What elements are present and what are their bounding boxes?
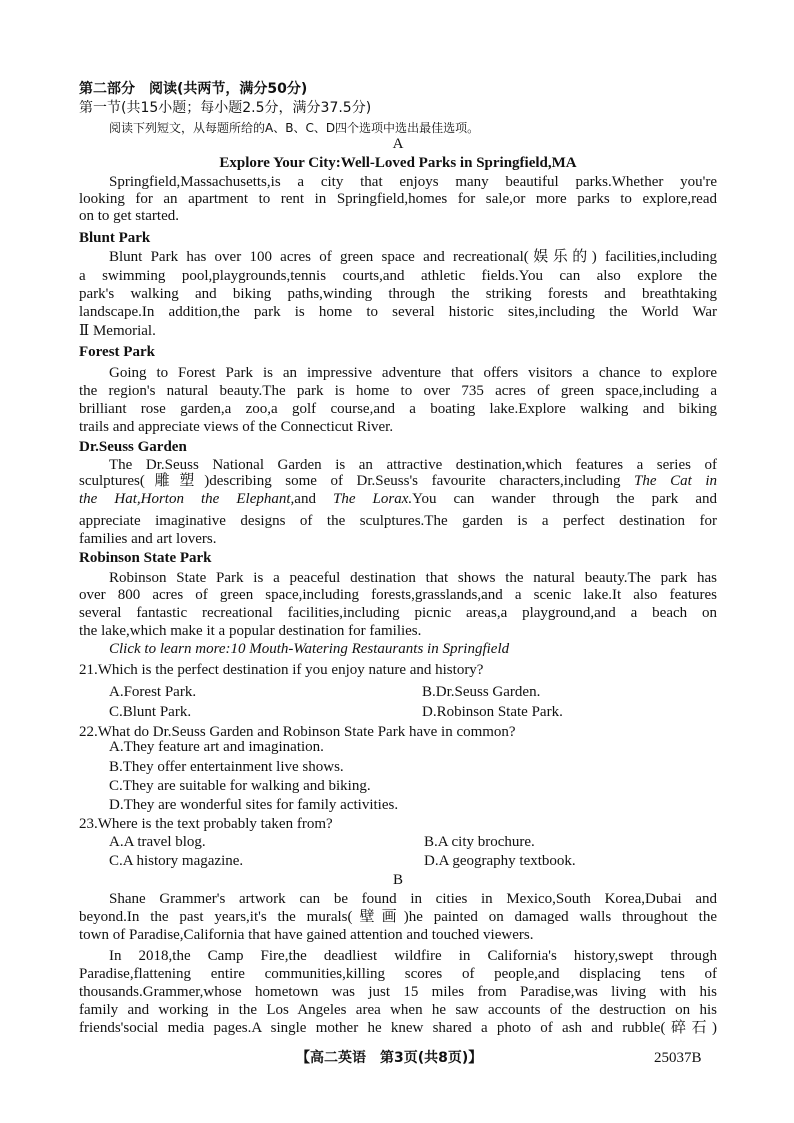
question-22-stem: 22.What do Dr.Seuss Garden and Robinson State Park have in common?	[79, 724, 516, 740]
forest-line: brilliant rose garden,a zoo,a golf course,and a boating lake.Explore walking and biking	[79, 401, 717, 417]
q21-option-a: A.Forest Park.	[109, 684, 197, 700]
q22-option-c: C.They are suitable for walking and biking.	[109, 778, 371, 794]
section-title: 第二部分 阅读(共两节，满分50分)	[79, 81, 308, 97]
q21-option-d: D.Robinson State Park.	[422, 704, 563, 720]
blunt-line: Ⅱ Memorial.	[79, 323, 156, 339]
passage-b-line: town of Paradise,California that have gained attention and touched viewers.	[79, 927, 534, 943]
q23-option-b: B.A city brochure.	[424, 834, 535, 850]
passage-b-line: family and working in the Los Angeles area when he saw accounts of the destruction on his	[79, 1002, 717, 1018]
robinson-park-heading: Robinson State Park	[79, 550, 212, 566]
page-footer-label: 【高二英语 第3页(共8页)】	[296, 1050, 483, 1066]
blunt-park-heading: Blunt Park	[79, 230, 151, 246]
seuss-line: appreciate imaginative designs of the sculptures.The garden is a perfect destination for	[79, 513, 717, 529]
passage-b-line: Paradise,flattening entire communities,killing scores of people,and displacing tens of	[79, 966, 717, 982]
blunt-line: park's walking and biking paths,winding through the striking forests and breathtaking	[79, 286, 717, 302]
q22-option-a: A.They feature art and imagination.	[109, 739, 324, 755]
q23-option-d: D.A geography textbook.	[424, 853, 576, 869]
passage-b-line: beyond.In the past years,it's the murals(壁画)he painted on damaged walls throughout the	[79, 909, 717, 925]
forest-line: Going to Forest Park is an impressive adventure that offers visitors a chance to explore	[109, 365, 717, 381]
passage-b-line: Shane Grammer's artwork can be found in cities in Mexico,South Korea,Dubai and	[109, 891, 717, 907]
q22-option-d: D.They are wonderful sites for family activities.	[109, 797, 399, 813]
blunt-line: Blunt Park has over 100 acres of green space and recreational(娱乐的) facilities,including	[109, 249, 717, 265]
forest-line: trails and appreciate views of the Connecticut River.	[79, 419, 394, 435]
learn-more-link: Click to learn more:10 Mouth-Watering Restaurants in Springfield	[109, 641, 510, 657]
forest-park-heading: Forest Park	[79, 344, 155, 360]
blunt-line: landscape.In addition,the park is home to several historic sites,including the World War	[79, 304, 717, 320]
robinson-line: the lake,which make it a popular destination for families.	[79, 623, 422, 639]
q23-option-a: A.A travel blog.	[109, 834, 206, 850]
intro-line: on to get started.	[79, 208, 179, 224]
page-footer-code: 25037B	[654, 1050, 702, 1066]
passage-b-line: In 2018,the Camp Fire,the deadliest wildfire in California's history,swept through	[109, 948, 717, 964]
seuss-line: The Dr.Seuss National Garden is an attractive destination,which features a series of	[109, 457, 717, 473]
passage-b-letter: B	[392, 872, 403, 888]
q22-option-b: B.They offer entertainment live shows.	[109, 759, 344, 775]
passage-b-line: thousands.Grammer,whose hometown was just 15 miles from Paradise,was living with his	[79, 984, 717, 1000]
passage-a-title: Explore Your City:Well-Loved Parks in Springfield,MA	[219, 155, 577, 171]
seuss-line: sculptures(雕塑)describing some of Dr.Seuss's favourite characters,including The Cat in	[79, 473, 717, 489]
q21-option-b: B.Dr.Seuss Garden.	[422, 684, 541, 700]
robinson-line: several fantastic recreational facilities,including picnic areas,a playground,and a beach on	[79, 605, 717, 621]
passage-a-letter: A	[392, 136, 404, 152]
section-subtitle: 第一节(共15小题；每小题2.5分，满分37.5分)	[79, 100, 372, 116]
blunt-line: a swimming pool,playgrounds,tennis courts,and athletic fields.You can also explore the	[79, 268, 717, 284]
robinson-line: Robinson State Park is a peaceful destination that shows the natural beauty.The park has	[109, 570, 717, 586]
passage-b-line: friends'social media pages.A single mother he knew shared a photo of ash and rubble(碎石)	[79, 1020, 717, 1036]
intro-line: looking for an apartment to rent in Springfield,homes for sale,or more parks to explore,read	[79, 191, 717, 207]
seuss-line: the Hat,Horton the Elephant,and The Lorax.You can wander through the park and	[79, 491, 717, 507]
q21-option-c: C.Blunt Park.	[109, 704, 192, 720]
section-instruction: 阅读下列短文，从每题所给的A、B、C、D四个选项中选出最佳选项。	[109, 121, 480, 135]
seuss-line: families and art lovers.	[79, 531, 217, 547]
forest-line: the region's natural beauty.The park is home to over 735 acres of green space,including a	[79, 383, 717, 399]
q23-option-c: C.A history magazine.	[109, 853, 244, 869]
question-21-stem: 21.Which is the perfect destination if you enjoy nature and history?	[79, 662, 484, 678]
question-23-stem: 23.Where is the text probably taken from?	[79, 816, 333, 832]
robinson-line: over 800 acres of green space,including forests,grasslands,and a scenic lake.It also features	[79, 587, 717, 603]
seuss-garden-heading: Dr.Seuss Garden	[79, 439, 187, 455]
intro-line: Springfield,Massachusetts,is a city that enjoys many beautiful parks.Whether you're	[109, 174, 717, 190]
